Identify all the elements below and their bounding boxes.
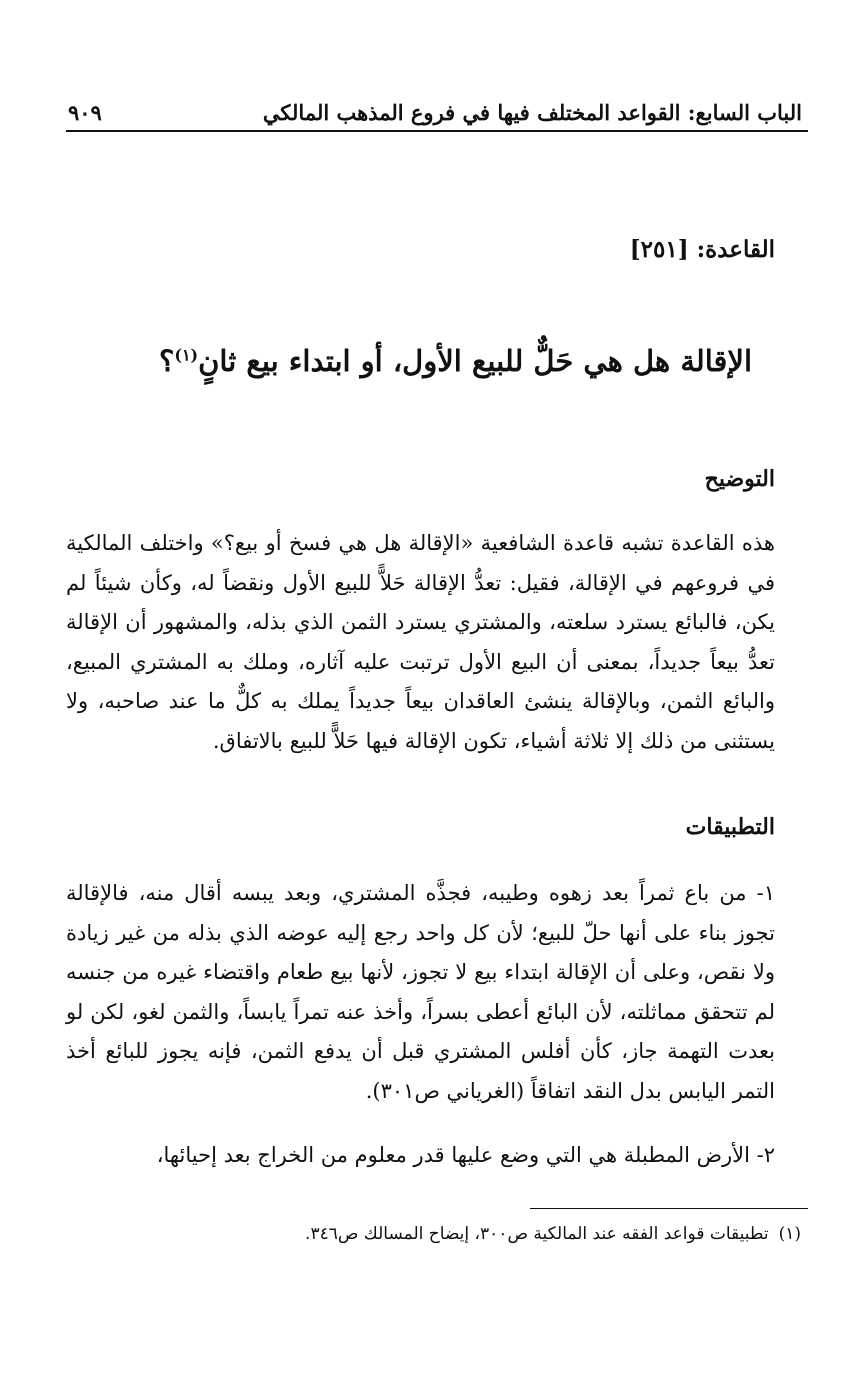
footnote-divider xyxy=(530,1208,808,1209)
footnote-text: تطبيقات قواعد الفقه عند المالكية ص٣٠٠، إيضاح المسالك ص٣٤٦. xyxy=(305,1224,769,1244)
footnote-number: (١) xyxy=(778,1224,801,1244)
explanation-heading: التوضيح xyxy=(704,466,775,492)
running-title: الباب السابع: القواعد المختلف فيها في فروع المذهب المالكي xyxy=(262,100,802,125)
application-item-2 xyxy=(66,1136,775,1176)
rule-title-end-mark: ؟ xyxy=(158,344,175,378)
application-text: ٢- الأرض المطبلة هي التي وضع عليها قدر معلوم من الخراج بعد إحيائها، xyxy=(156,1143,775,1167)
rule-title-text: الإقالة هل هي حَلٌّ للبيع الأول، أو ابتداء بيع ثانٍ xyxy=(198,344,752,378)
page-header xyxy=(66,96,808,132)
application-item-1 xyxy=(66,874,775,1111)
rule-title xyxy=(70,344,752,378)
footnote xyxy=(305,1224,801,1244)
rule-label-text: القاعدة: xyxy=(696,236,775,263)
explanation-paragraph xyxy=(66,524,775,761)
footnote-reference: (١) xyxy=(174,345,199,365)
applications-heading: التطبيقات xyxy=(685,814,775,840)
explanation-text: هذه القاعدة تشبه قاعدة الشافعية «الإقالة هل هي فسخ أو بيع؟» واختلف المالكية في فروعهم في الإقالة، فقيل: تعدُّ الإقالة حَلاًّ للبيع الأول ونقضاً له، وكأن شيئاً لم يكن، فالبائع يسترد سلعته، والمشتري يسترد الثمن الذي بذله، والمشهور أن الإقالة تعدُّ بيعاً جديداً، بمعنى أن البيع الأول ترتبت عليه آثاره، وملك به المشتري المبيع، والبائع الثمن، وبالإقالة ينشئ العاقدان بيعاً جديداً يملك به كلٌّ ما عند صاحبه، ولا يستثنى من ذلك إلا ثلاثة أشياء، تكون الإقالة فيها حَلاًّ للبيع بالاتفاق. xyxy=(66,531,775,753)
page-number: ٩٠٩ xyxy=(68,100,102,125)
rule-label xyxy=(630,236,775,263)
rule-number: [٢٥١] xyxy=(629,236,689,263)
application-text: ١- من باع ثمراً بعد زهوه وطيبه، فجذَّه المشتري، وبعد يبسه أقال منه، فالإقالة تجوز بناء على أنها حلّ للبيع؛ لأن كل واحد رجع إليه عوضه الذي بذله من غير زيادة ولا نقص، وعلى أن الإقالة ابتداء بيع لا تجوز، لأنها بيع طعام واقتضاء غيره من جنسه لم تتحقق مماثلته، لأن البائع أعطى بسراً، وأخذ عنه تمراً يابساً، والثمن لغو، لكن لو بعدت التهمة جاز، كأن أفلس المشتري قبل أن يدفع الثمن، فإنه يجوز للبائع أخذ التمر اليابس بدل النقد اتفاقاً (الغرياني ص٣٠١). xyxy=(66,881,775,1103)
